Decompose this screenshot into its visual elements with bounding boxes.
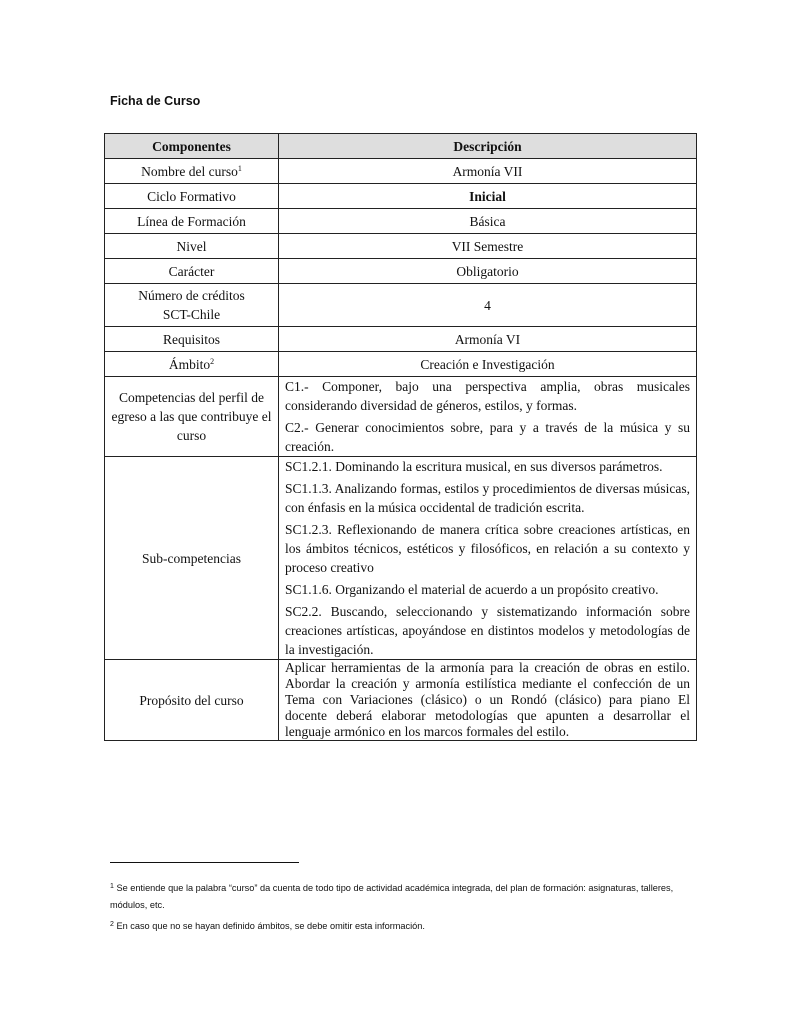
value-ciclo-formativo: Inicial [279,184,697,209]
table-header-row [105,134,697,159]
row-ciclo-formativo [105,184,697,209]
label-proposito: Propósito del curso [105,660,279,741]
footnote-2: $^2$ En caso que no se hayan definido ámbitos, se debe omitir esta información. [110,921,425,931]
footnote-1: $^1$ Se entiende que la palabra “curso” da cuenta de todo tipo de actividad académica integrada, del plan de formación: asignaturas, talleres, módulos, etc. [110,883,674,910]
label-requisitos: Requisitos [105,327,279,352]
label-caracter: Carácter [105,259,279,284]
row-requisitos [105,327,697,352]
footnote-separator [110,862,299,863]
value-nivel: VII Semestre [279,234,697,259]
label-nombre-curso: Nombre del curso$^1$ [105,159,279,184]
label-linea-formacion: Línea de Formación [105,209,279,234]
row-subcompetencias [105,457,697,660]
value-ambito: Creación e Investigación [279,352,697,377]
value-caracter: Obligatorio [279,259,697,284]
subcompetencia-item: SC1.1.3. Analizando formas, estilos y procedimientos de diversas músicas, con énfasis en la música occidental de tradición escrita. [285,481,690,515]
page-title: Ficha de Curso [110,94,201,108]
label-creditos: Número de créditos SCT-Chile [105,284,279,327]
course-sheet-table [104,133,697,741]
subcompetencia-item: SC1.2.3. Reflexionando de manera crítica sobre creaciones artísticas, en los ámbitos técnicos, estéticos y filosóficos, en relación a su contexto y proceso creativo [285,522,690,575]
row-nivel [105,234,697,259]
label-subcompetencias: Sub-competencias [105,457,279,660]
footnote-ref-2: 2 [210,356,215,366]
row-ambito [105,352,697,377]
subcompetencia-item: SC2.2. Buscando, seleccionando y sistematizando información sobre creaciones artísticas, apoyándose en distintos modelos y metodologías de la investigación. [285,604,690,657]
value-requisitos: Armonía VI [279,327,697,352]
footnotes [110,880,700,935]
row-creditos [105,284,697,327]
subcompetencia-item: SC1.1.6. Organizando el material de acuerdo a un propósito creativo. [285,582,659,597]
subcompetencia-item: SC1.2.1. Dominando la escritura musical, en sus diversos parámetros. [285,459,663,474]
value-proposito: Aplicar herramientas de la armonía para la creación de obras en estilo. Abordar la creación y armonía estilística mediante el confección de un Tema con Variaciones (clásico) o un Rondó (clásico) para piano El docente deberá elaborar metodologías que apunten a desarrollar el lenguaje armónico en los marcos formales del estilo. [279,660,697,741]
value-nombre-curso: Armonía VII [279,159,697,184]
value-linea-formacion: Básica [279,209,697,234]
row-linea-formacion [105,209,697,234]
header-descripcion: Descripción [279,134,697,159]
footnote-ref-1: 1 [237,163,242,173]
header-componentes: Componentes [105,134,279,159]
value-subcompetencias [279,457,697,660]
competencia-item: C2.- Generar conocimientos sobre, para y a través de la música y su creación. [285,420,690,454]
value-competencias [279,377,697,457]
label-ambito: Ámbito$^2$ [105,352,279,377]
label-nivel: Nivel [105,234,279,259]
label-ciclo-formativo: Ciclo Formativo [105,184,279,209]
row-nombre-curso [105,159,697,184]
row-caracter [105,259,697,284]
label-competencias: Competencias del perfil de egreso a las que contribuye el curso [105,377,279,457]
row-proposito [105,660,697,741]
value-creditos: 4 [279,284,697,327]
competencia-item: C1.- Componer, bajo una perspectiva amplia, obras musicales considerando diversidad de géneros, estilos, y formas. [285,379,690,413]
row-competencias [105,377,697,457]
